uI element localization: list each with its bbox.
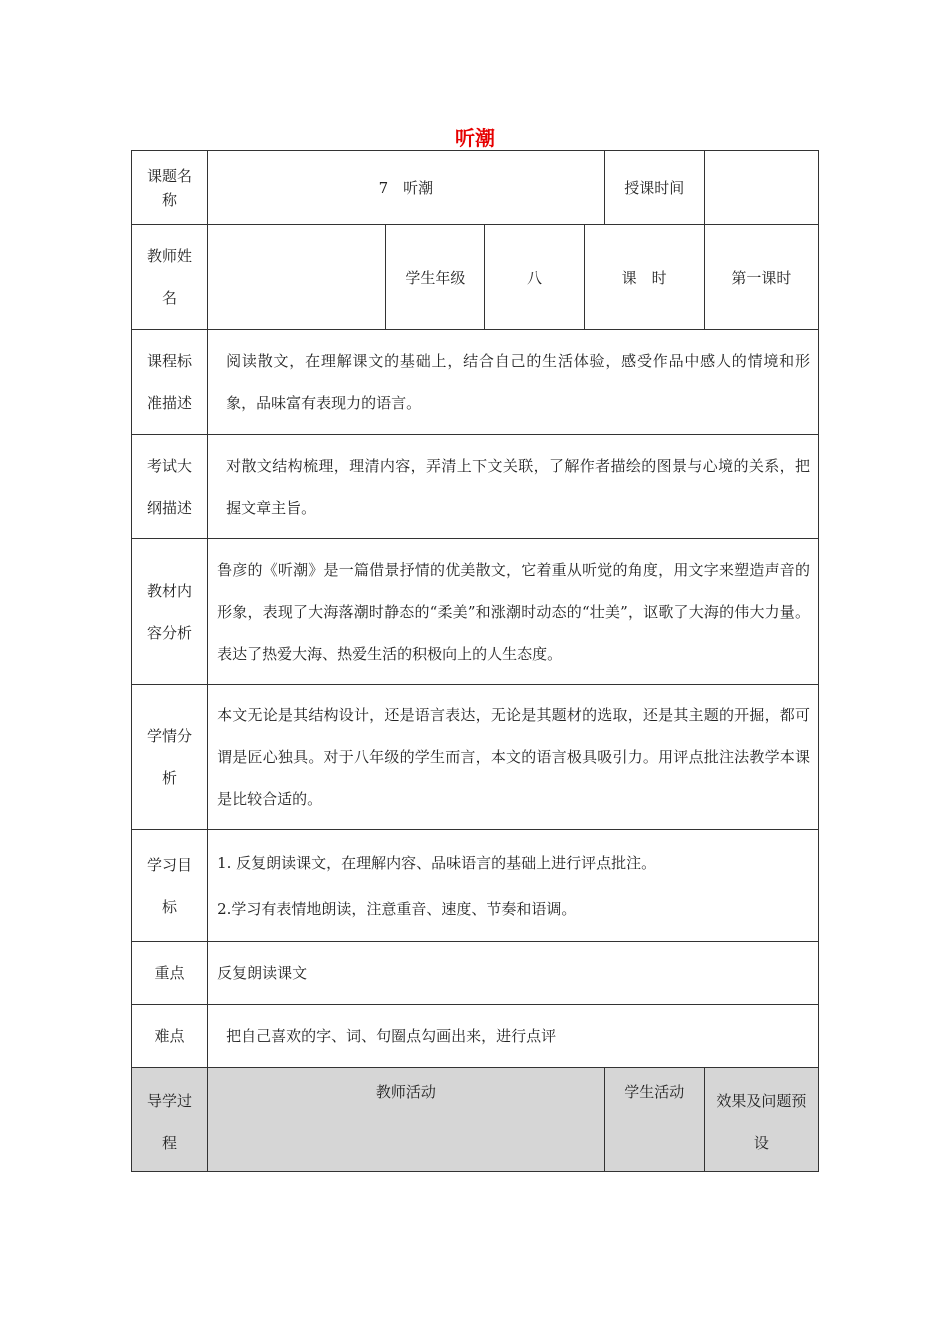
table-row xyxy=(132,1068,819,1172)
guided-process-label: 导学过程 xyxy=(132,1068,208,1172)
exam-outline-label: 考试大纲描述 xyxy=(132,435,208,539)
topic-label: 课题名称 xyxy=(132,151,208,225)
table-row xyxy=(132,942,819,1005)
key-point-label: 重点 xyxy=(132,942,208,1005)
table-row xyxy=(132,830,819,942)
learning-goal-item: 2.学习有表情地朗读，注意重音、速度、节奏和语调。 xyxy=(217,899,577,918)
difficulty-text: 把自己喜欢的字、词、句圈点勾画出来，进行点评 xyxy=(208,1005,819,1068)
teacher-activity-header: 教师活动 xyxy=(208,1068,605,1172)
table-row xyxy=(132,330,819,435)
table-row xyxy=(132,435,819,539)
class-time-value xyxy=(704,151,818,225)
table-row xyxy=(132,151,819,225)
exam-outline-text: 对散文结构梳理，理清内容，弄清上下文关联，了解作者描绘的图景与心境的关系，把握文章主旨。 xyxy=(208,435,819,539)
effect-header: 效果及问题预设 xyxy=(704,1068,818,1172)
teacher-name-label: 教师姓名 xyxy=(132,225,208,330)
textbook-analysis-label: 教材内容分析 xyxy=(132,539,208,685)
textbook-analysis-text: 鲁彦的《听潮》是一篇借景抒情的优美散文，它着重从听觉的角度，用文字来塑造声音的形象，表现了大海落潮时静态的“柔美”和涨潮时动态的“壮美”，讴歌了大海的伟大力量。表达了热爱大海、热爱生活的积极向上的人生态度。 xyxy=(208,539,819,685)
period-label: 课 时 xyxy=(584,225,704,330)
learner-analysis-text: 本文无论是其结构设计，还是语言表达，无论是其题材的选取，还是其主题的开掘，都可谓是匠心独具。对于八年级的学生而言，本文的语言极具吸引力。用评点批注法教学本课是比较合适的。 xyxy=(208,685,819,830)
student-activity-header: 学生活动 xyxy=(604,1068,704,1172)
lesson-plan-table xyxy=(131,150,819,1172)
difficulty-label: 难点 xyxy=(132,1005,208,1068)
learner-analysis-label: 学情分析 xyxy=(132,685,208,830)
grade-label: 学生年级 xyxy=(386,225,485,330)
learning-goals-label: 学习目标 xyxy=(132,830,208,942)
curriculum-standard-text: 阅读散文，在理解课文的基础上，结合自己的生活体验，感受作品中感人的情境和形象，品味富有表现力的语言。 xyxy=(208,330,819,435)
page-title: 听潮 xyxy=(455,126,495,150)
topic-value: 7 听潮 xyxy=(208,151,605,225)
period-value: 第一课时 xyxy=(704,225,818,330)
table-row xyxy=(132,685,819,830)
curriculum-standard-label: 课程标准描述 xyxy=(132,330,208,435)
table-row xyxy=(132,539,819,685)
class-time-label: 授课时间 xyxy=(604,151,704,225)
table-row xyxy=(132,1005,819,1068)
key-point-text: 反复朗读课文 xyxy=(208,942,819,1005)
learning-goal-item: 1. 反复朗读课文，在理解内容、品味语言的基础上进行评点批注。 xyxy=(217,853,657,872)
grade-value: 八 xyxy=(485,225,584,330)
learning-goals-cell xyxy=(208,830,819,942)
table-row xyxy=(132,225,819,330)
teacher-name-value xyxy=(208,225,386,330)
